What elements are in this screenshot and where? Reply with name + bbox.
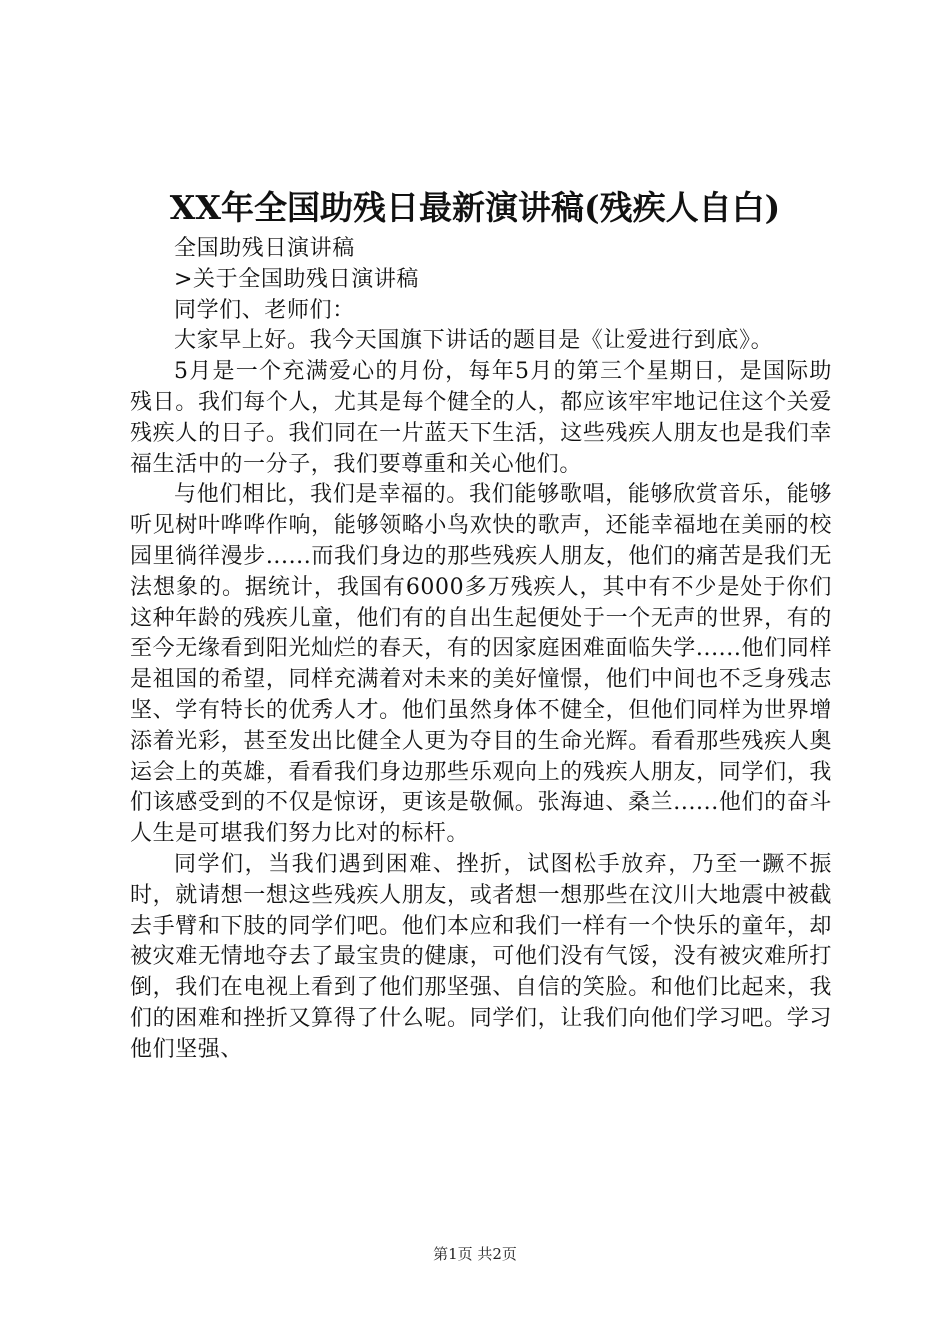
document-body — [130, 234, 832, 1066]
paragraph-link-line: >关于全国助残日演讲稿 — [174, 266, 420, 292]
paragraph-compare: 与他们相比，我们是幸福的。我们能够歌唱，能够欣赏音乐，能够听见树叶哗哗作响，能够领略小鸟欢快的歌声，还能幸福地在美丽的校园里徜徉漫步......而我们身边的那些残疾人朋友，他们的痛苦是我们无法想象的。据统计，我国有6000多万残疾人，其中有不少是处于你们这种年龄的残疾儿童，他们有的自出生起便处于一个无声的世界，有的至今无缘看到阳光灿烂的春天，有的因家庭困难面临失学......他们同样是祖国的希望，同样充满着对未来的美好憧憬，他们中间也不乏身残志坚、学有特长的优秀人才。他们虽然身体不健全，但他们同样为世界增添着光彩，甚至发出比健全人更为夺目的生命光辉。看看那些残疾人奥运会上的英雄，看看我们身边那些乐观向上的残疾人朋友，同学们，我们该感受到的不仅是惊讶，更该是敬佩。张海迪、桑兰......他们的奋斗人生是可堪我们努力比对的标杆。 — [130, 482, 832, 847]
paragraph-subtitle: 全国助残日演讲稿 — [174, 236, 355, 261]
paragraph-may: 5月是一个充满爱心的月份，每年5月的第三个星期日，是国际助残日。我们每个人，尤其是每个健全的人，都应该牢牢地记住这个关爱残疾人的日子。我们同在一片蓝天下生活，这些残疾人朋友也是我们幸福生活中的一分子，我们要尊重和关心他们。 — [130, 359, 832, 477]
document-title: XX年全国助残日最新演讲稿(残疾人自白) — [169, 188, 781, 227]
paragraph-salutation: 同学们、老师们： — [174, 297, 355, 323]
paragraph-greeting: 大家早上好。我今天国旗下讲话的题目是《让爱进行到底》。 — [174, 328, 774, 354]
paragraph-learn: 同学们，当我们遇到困难、挫折，试图松手放弃，乃至一蹶不振时，就请想一想这些残疾人朋友，或者想一想那些在汶川大地震中被截去手臂和下肢的同学们吧。他们本应和我们一样有一个快乐的童年，却被灾难无情地夺去了最宝贵的健康，可他们没有气馁，没有被灾难所打倒，我们在电视上看到了他们那坚强、自信的笑脸。和他们比起来，我们的困难和挫折又算得了什么呢。同学们，让我们向他们学习吧。学习他们坚强、 — [130, 851, 832, 1062]
page-number-footer: 第1页 共2页 — [433, 1245, 517, 1263]
